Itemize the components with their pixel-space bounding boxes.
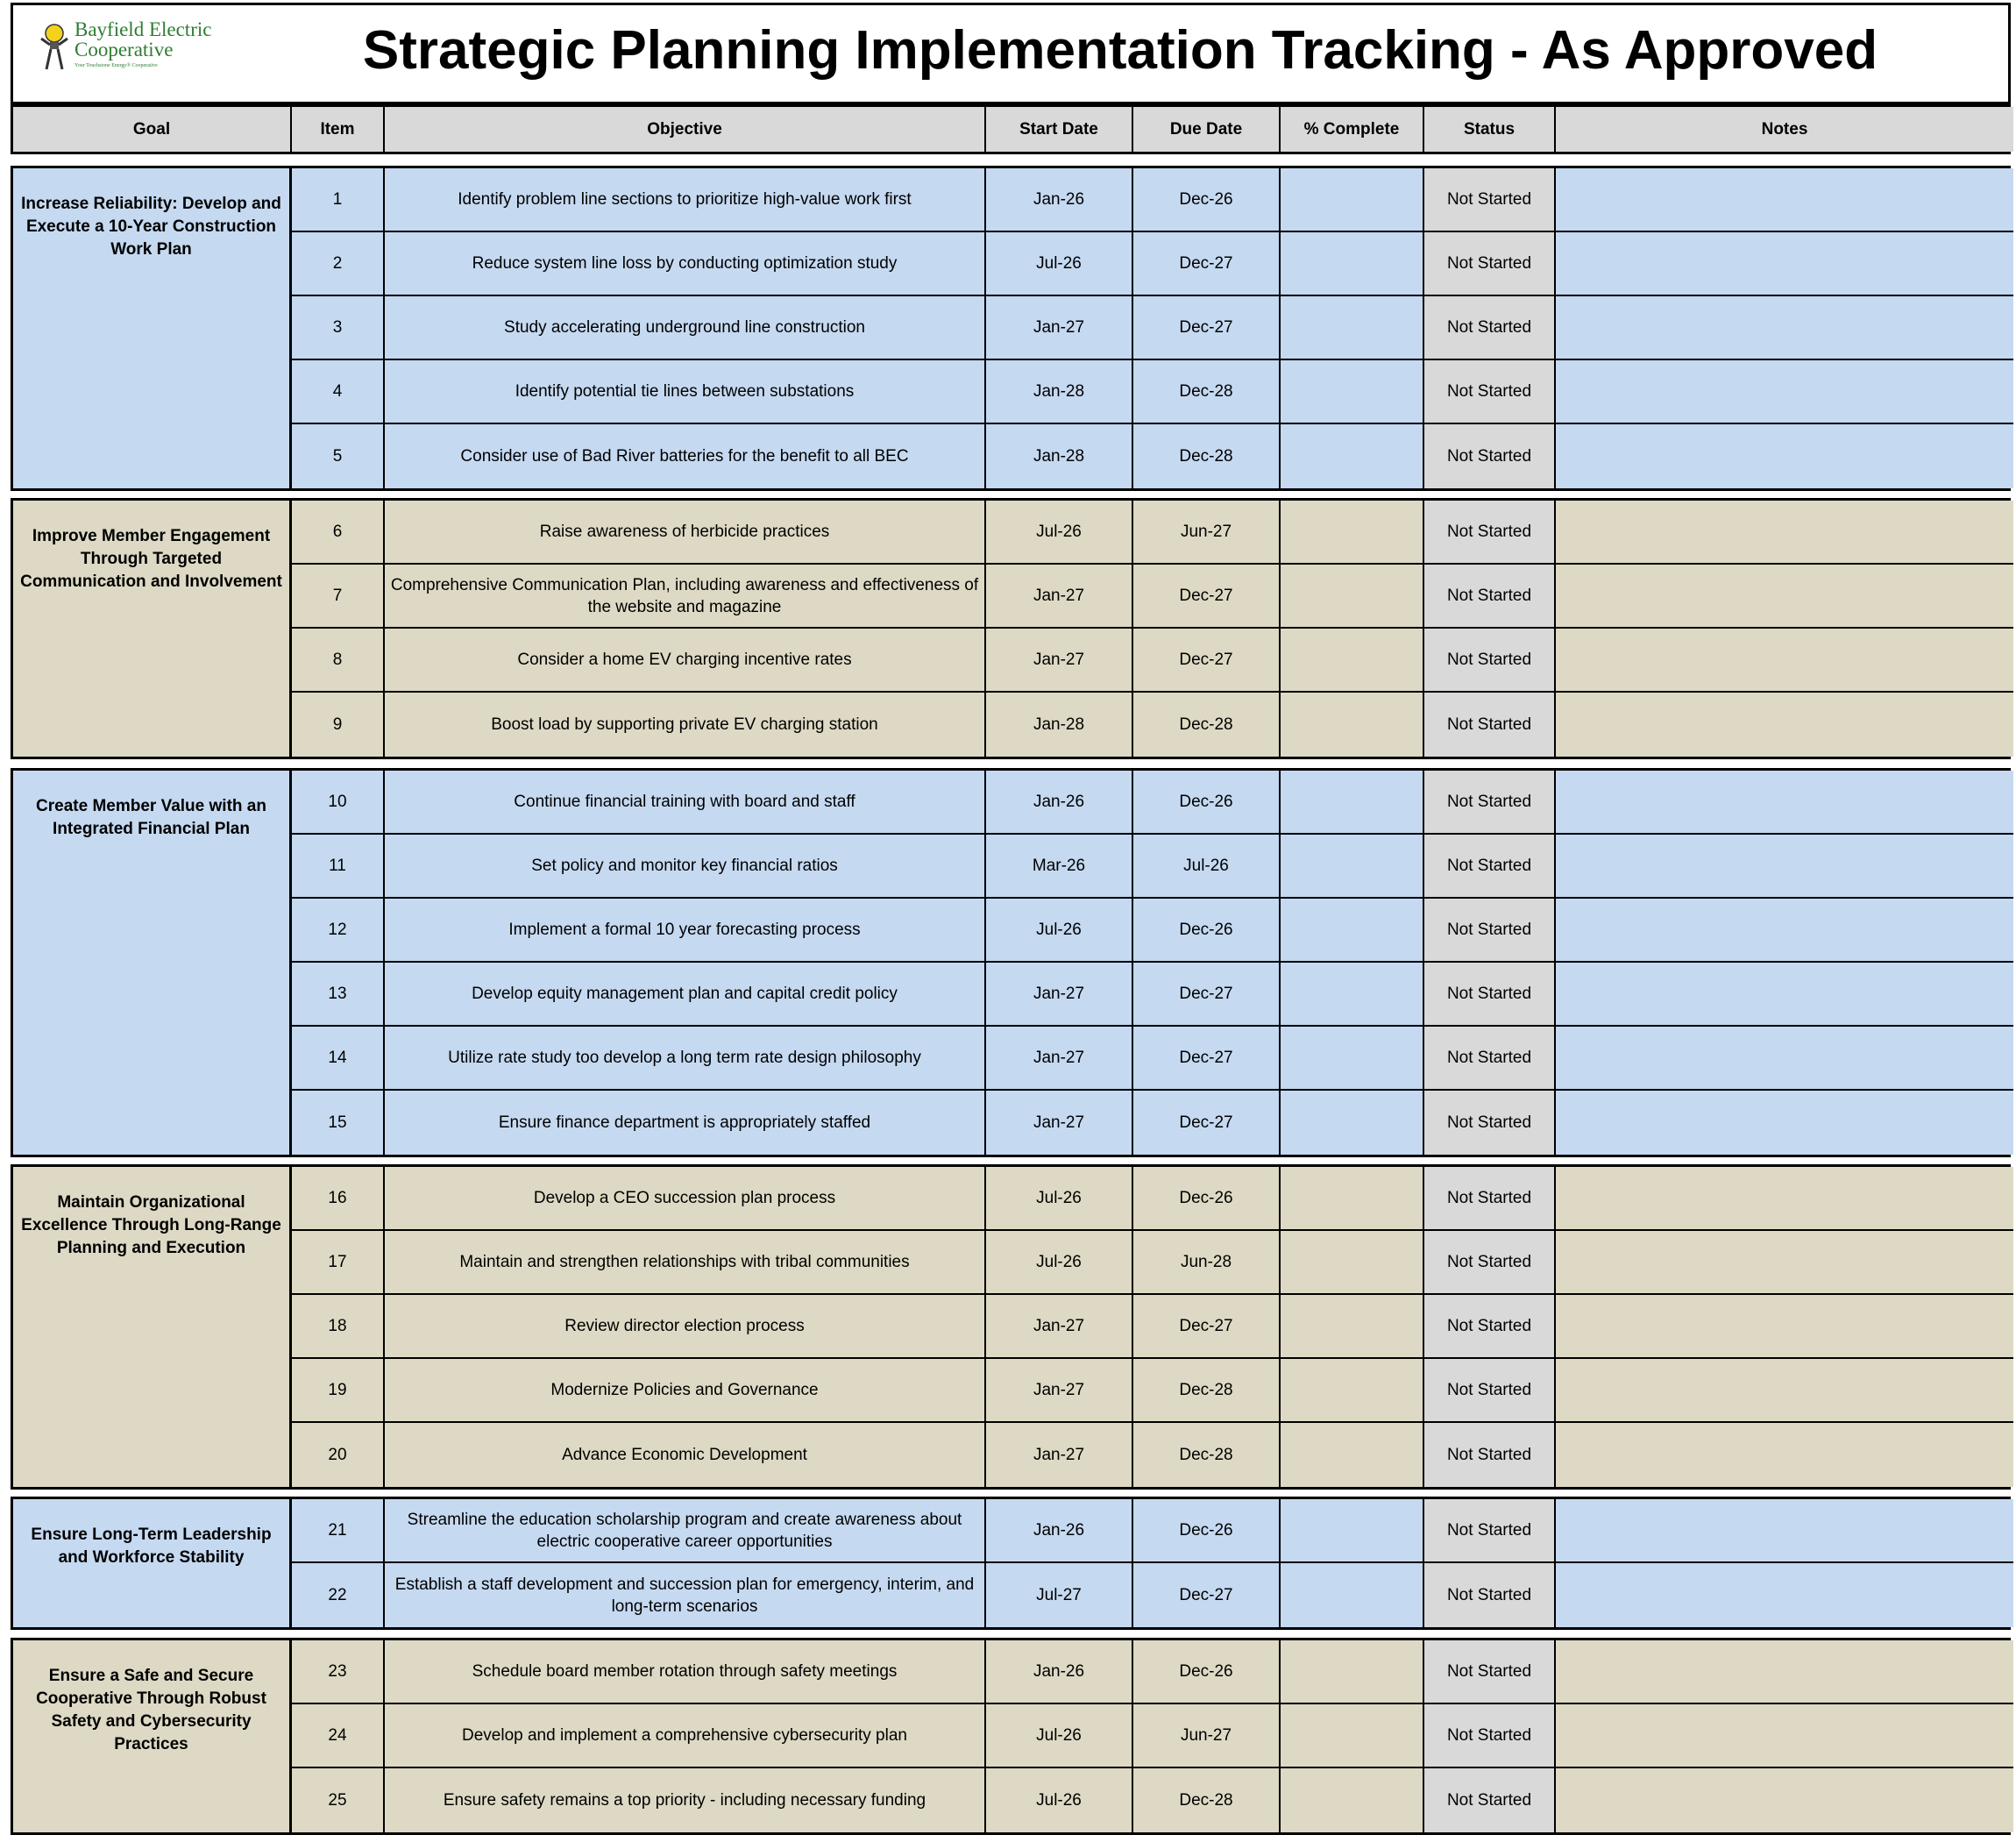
percent-complete-cell[interactable]	[1281, 424, 1424, 488]
status-cell: Not Started	[1424, 1423, 1556, 1487]
objective-cell: Advance Economic Development	[385, 1423, 986, 1487]
status-cell: Not Started	[1424, 835, 1556, 899]
objective-cell: Maintain and strengthen relationships with tribal communities	[385, 1231, 986, 1295]
due-date-cell: Dec-27	[1133, 1295, 1281, 1359]
objective-cell: Comprehensive Communication Plan, including awareness and effectiveness of the website and magazine	[385, 565, 986, 629]
due-date-cell: Dec-27	[1133, 1091, 1281, 1155]
item-cell: 8	[292, 629, 385, 693]
percent-complete-cell[interactable]	[1281, 1768, 1424, 1832]
logo-wordmark	[75, 19, 211, 60]
notes-cell[interactable]	[1556, 1359, 2013, 1423]
notes-cell[interactable]	[1556, 629, 2013, 693]
item-cell: 10	[292, 771, 385, 835]
objective-cell: Identify problem line sections to prioritize high-value work first	[385, 168, 986, 232]
percent-complete-cell[interactable]	[1281, 693, 1424, 757]
start-date-cell: Jan-27	[986, 296, 1133, 360]
percent-complete-cell[interactable]	[1281, 232, 1424, 296]
notes-cell[interactable]	[1556, 168, 2013, 232]
start-date-cell: Jan-27	[986, 629, 1133, 693]
start-date-cell: Jan-26	[986, 1640, 1133, 1704]
start-date-cell: Jul-26	[986, 501, 1133, 565]
notes-cell[interactable]	[1556, 1231, 2013, 1295]
notes-cell[interactable]	[1556, 899, 2013, 963]
column-header-item: Item	[292, 107, 385, 152]
percent-complete-cell[interactable]	[1281, 1563, 1424, 1627]
percent-complete-cell[interactable]	[1281, 565, 1424, 629]
start-date-cell: Jan-27	[986, 1359, 1133, 1423]
status-cell: Not Started	[1424, 360, 1556, 424]
item-cell: 12	[292, 899, 385, 963]
item-cell: 9	[292, 693, 385, 757]
due-date-cell: Dec-28	[1133, 1768, 1281, 1832]
status-cell: Not Started	[1424, 1167, 1556, 1231]
status-cell: Not Started	[1424, 629, 1556, 693]
status-cell: Not Started	[1424, 963, 1556, 1027]
due-date-cell: Dec-28	[1133, 1359, 1281, 1423]
percent-complete-cell[interactable]	[1281, 1423, 1424, 1487]
notes-cell[interactable]	[1556, 1091, 2013, 1155]
due-date-cell: Dec-26	[1133, 1167, 1281, 1231]
percent-complete-cell[interactable]	[1281, 629, 1424, 693]
column-header-notes: Notes	[1556, 107, 2013, 152]
notes-cell[interactable]	[1556, 693, 2013, 757]
start-date-cell: Jan-26	[986, 1499, 1133, 1563]
status-cell: Not Started	[1424, 693, 1556, 757]
goal-group	[11, 1638, 2011, 1835]
objective-cell: Modernize Policies and Governance	[385, 1359, 986, 1423]
item-cell: 17	[292, 1231, 385, 1295]
status-cell: Not Started	[1424, 424, 1556, 488]
start-date-cell: Jul-26	[986, 899, 1133, 963]
item-cell: 16	[292, 1167, 385, 1231]
notes-cell[interactable]	[1556, 1423, 2013, 1487]
objective-cell: Streamline the education scholarship program and create awareness about electric cooperative career opportunities	[385, 1499, 986, 1563]
percent-complete-cell[interactable]	[1281, 1167, 1424, 1231]
column-header-objective: Objective	[385, 107, 986, 152]
start-date-cell: Jul-26	[986, 1768, 1133, 1832]
due-date-cell: Dec-27	[1133, 963, 1281, 1027]
item-cell: 22	[292, 1563, 385, 1627]
percent-complete-cell[interactable]	[1281, 835, 1424, 899]
item-cell: 6	[292, 501, 385, 565]
logo-line-1: Bayfield Electric	[75, 18, 212, 40]
objective-cell: Consider a home EV charging incentive rates	[385, 629, 986, 693]
start-date-cell: Jan-27	[986, 1423, 1133, 1487]
due-date-cell: Jun-27	[1133, 501, 1281, 565]
percent-complete-cell[interactable]	[1281, 963, 1424, 1027]
objective-cell: Develop equity management plan and capital credit policy	[385, 963, 986, 1027]
notes-cell[interactable]	[1556, 1295, 2013, 1359]
status-cell: Not Started	[1424, 1231, 1556, 1295]
objective-cell: Boost load by supporting private EV charging station	[385, 693, 986, 757]
start-date-cell: Jan-27	[986, 1091, 1133, 1155]
goal-label: Create Member Value with an Integrated Financial Plan	[13, 771, 292, 1155]
status-cell: Not Started	[1424, 1295, 1556, 1359]
goal-label: Ensure Long-Term Leadership and Workforce Stability	[13, 1499, 292, 1627]
due-date-cell: Dec-27	[1133, 1563, 1281, 1627]
start-date-cell: Jul-26	[986, 1231, 1133, 1295]
percent-complete-cell[interactable]	[1281, 1640, 1424, 1704]
percent-complete-cell[interactable]	[1281, 1359, 1424, 1423]
start-date-cell: Jul-26	[986, 1167, 1133, 1231]
notes-cell[interactable]	[1556, 771, 2013, 835]
objective-cell: Continue financial training with board and staff	[385, 771, 986, 835]
due-date-cell: Dec-28	[1133, 1423, 1281, 1487]
objective-cell: Utilize rate study too develop a long term rate design philosophy	[385, 1027, 986, 1091]
objective-cell: Develop a CEO succession plan process	[385, 1167, 986, 1231]
status-cell: Not Started	[1424, 1704, 1556, 1768]
due-date-cell: Dec-26	[1133, 899, 1281, 963]
start-date-cell: Mar-26	[986, 835, 1133, 899]
item-cell: 18	[292, 1295, 385, 1359]
goal-label: Maintain Organizational Excellence Through Long-Range Planning and Execution	[13, 1167, 292, 1487]
status-cell: Not Started	[1424, 232, 1556, 296]
notes-cell[interactable]	[1556, 360, 2013, 424]
objective-cell: Raise awareness of herbicide practices	[385, 501, 986, 565]
status-cell: Not Started	[1424, 771, 1556, 835]
status-cell: Not Started	[1424, 1027, 1556, 1091]
goal-group	[11, 768, 2011, 1157]
start-date-cell: Jan-26	[986, 168, 1133, 232]
item-cell: 14	[292, 1027, 385, 1091]
due-date-cell: Dec-26	[1133, 771, 1281, 835]
due-date-cell: Dec-26	[1133, 1640, 1281, 1704]
status-cell: Not Started	[1424, 1499, 1556, 1563]
notes-cell[interactable]	[1556, 1640, 2013, 1704]
objective-cell: Study accelerating underground line construction	[385, 296, 986, 360]
objective-cell: Review director election process	[385, 1295, 986, 1359]
due-date-cell: Dec-26	[1133, 168, 1281, 232]
objective-cell: Consider use of Bad River batteries for the benefit to all BEC	[385, 424, 986, 488]
item-cell: 2	[292, 232, 385, 296]
start-date-cell: Jul-26	[986, 1704, 1133, 1768]
due-date-cell: Dec-27	[1133, 296, 1281, 360]
item-cell: 21	[292, 1499, 385, 1563]
start-date-cell: Jul-27	[986, 1563, 1133, 1627]
start-date-cell: Jan-28	[986, 424, 1133, 488]
objective-cell: Set policy and monitor key financial ratios	[385, 835, 986, 899]
item-cell: 20	[292, 1423, 385, 1487]
percent-complete-cell[interactable]	[1281, 771, 1424, 835]
due-date-cell: Dec-27	[1133, 565, 1281, 629]
percent-complete-cell[interactable]	[1281, 1027, 1424, 1091]
start-date-cell: Jan-27	[986, 1027, 1133, 1091]
due-date-cell: Jul-26	[1133, 835, 1281, 899]
status-cell: Not Started	[1424, 1091, 1556, 1155]
due-date-cell: Jun-27	[1133, 1704, 1281, 1768]
objective-cell: Develop and implement a comprehensive cybersecurity plan	[385, 1704, 986, 1768]
item-cell: 24	[292, 1704, 385, 1768]
notes-cell[interactable]	[1556, 501, 2013, 565]
logo-tagline: Your Touchstone Energy® Cooperative	[75, 63, 158, 68]
status-cell: Not Started	[1424, 1640, 1556, 1704]
item-cell: 19	[292, 1359, 385, 1423]
due-date-cell: Dec-27	[1133, 629, 1281, 693]
notes-cell[interactable]	[1556, 1704, 2013, 1768]
start-date-cell: Jan-26	[986, 771, 1133, 835]
column-header-start-date: Start Date	[986, 107, 1133, 152]
notes-cell[interactable]	[1556, 1027, 2013, 1091]
percent-complete-cell[interactable]	[1281, 168, 1424, 232]
column-header-goal: Goal	[13, 107, 292, 152]
item-cell: 23	[292, 1640, 385, 1704]
due-date-cell: Dec-28	[1133, 360, 1281, 424]
item-cell: 11	[292, 835, 385, 899]
item-cell: 25	[292, 1768, 385, 1832]
start-date-cell: Jan-28	[986, 693, 1133, 757]
notes-cell[interactable]	[1556, 296, 2013, 360]
goal-group	[11, 1497, 2011, 1630]
company-logo	[39, 19, 241, 81]
start-date-cell: Jan-27	[986, 1295, 1133, 1359]
notes-cell[interactable]	[1556, 835, 2013, 899]
column-header-due-date: Due Date	[1133, 107, 1281, 152]
column-header-percent-complete: % Complete	[1281, 107, 1424, 152]
notes-cell[interactable]	[1556, 1768, 2013, 1832]
status-cell: Not Started	[1424, 1563, 1556, 1627]
percent-complete-cell[interactable]	[1281, 1231, 1424, 1295]
goal-group	[11, 166, 2011, 491]
goal-label: Increase Reliability: Develop and Execute a 10-Year Construction Work Plan	[13, 168, 292, 488]
goal-group	[11, 1164, 2011, 1490]
percent-complete-cell[interactable]	[1281, 1499, 1424, 1563]
percent-complete-cell[interactable]	[1281, 501, 1424, 565]
percent-complete-cell[interactable]	[1281, 1295, 1424, 1359]
due-date-cell: Dec-28	[1133, 424, 1281, 488]
due-date-cell: Dec-27	[1133, 232, 1281, 296]
status-cell: Not Started	[1424, 1768, 1556, 1832]
item-cell: 15	[292, 1091, 385, 1155]
objective-cell: Identify potential tie lines between substations	[385, 360, 986, 424]
column-header-status: Status	[1424, 107, 1556, 152]
goal-label: Ensure a Safe and Secure Cooperative Through Robust Safety and Cybersecurity Practices	[13, 1640, 292, 1832]
notes-cell[interactable]	[1556, 232, 2013, 296]
notes-cell[interactable]	[1556, 1499, 2013, 1563]
due-date-cell: Jun-28	[1133, 1231, 1281, 1295]
due-date-cell: Dec-26	[1133, 1499, 1281, 1563]
start-date-cell: Jul-26	[986, 232, 1133, 296]
percent-complete-cell[interactable]	[1281, 1704, 1424, 1768]
percent-complete-cell[interactable]	[1281, 1091, 1424, 1155]
status-cell: Not Started	[1424, 899, 1556, 963]
logo-line-2: Cooperative	[75, 39, 174, 60]
objective-cell: Ensure finance department is appropriately staffed	[385, 1091, 986, 1155]
due-date-cell: Dec-28	[1133, 693, 1281, 757]
percent-complete-cell[interactable]	[1281, 899, 1424, 963]
due-date-cell: Dec-27	[1133, 1027, 1281, 1091]
column-header-row	[11, 104, 2011, 154]
item-cell: 5	[292, 424, 385, 488]
objective-cell: Reduce system line loss by conducting optimization study	[385, 232, 986, 296]
start-date-cell: Jan-27	[986, 963, 1133, 1027]
title-bar	[11, 3, 2011, 104]
start-date-cell: Jan-28	[986, 360, 1133, 424]
objective-cell: Implement a formal 10 year forecasting process	[385, 899, 986, 963]
notes-cell[interactable]	[1556, 565, 2013, 629]
percent-complete-cell[interactable]	[1281, 296, 1424, 360]
status-cell: Not Started	[1424, 501, 1556, 565]
status-cell: Not Started	[1424, 1359, 1556, 1423]
notes-cell[interactable]	[1556, 1563, 2013, 1627]
status-cell: Not Started	[1424, 565, 1556, 629]
item-cell: 4	[292, 360, 385, 424]
item-cell: 3	[292, 296, 385, 360]
notes-cell[interactable]	[1556, 424, 2013, 488]
lightbulb-mascot-icon	[39, 21, 69, 75]
notes-cell[interactable]	[1556, 1167, 2013, 1231]
objective-cell: Establish a staff development and succession plan for emergency, interim, and long-term scenarios	[385, 1563, 986, 1627]
percent-complete-cell[interactable]	[1281, 360, 1424, 424]
notes-cell[interactable]	[1556, 963, 2013, 1027]
status-cell: Not Started	[1424, 168, 1556, 232]
objective-cell: Schedule board member rotation through safety meetings	[385, 1640, 986, 1704]
start-date-cell: Jan-27	[986, 565, 1133, 629]
item-cell: 7	[292, 565, 385, 629]
goal-label: Improve Member Engagement Through Targeted Communication and Involvement	[13, 501, 292, 757]
page-title: Strategic Planning Implementation Tracking - As Approved	[362, 20, 1878, 81]
item-cell: 1	[292, 168, 385, 232]
item-cell: 13	[292, 963, 385, 1027]
objective-cell: Ensure safety remains a top priority - including necessary funding	[385, 1768, 986, 1832]
goal-group	[11, 498, 2011, 759]
status-cell: Not Started	[1424, 296, 1556, 360]
